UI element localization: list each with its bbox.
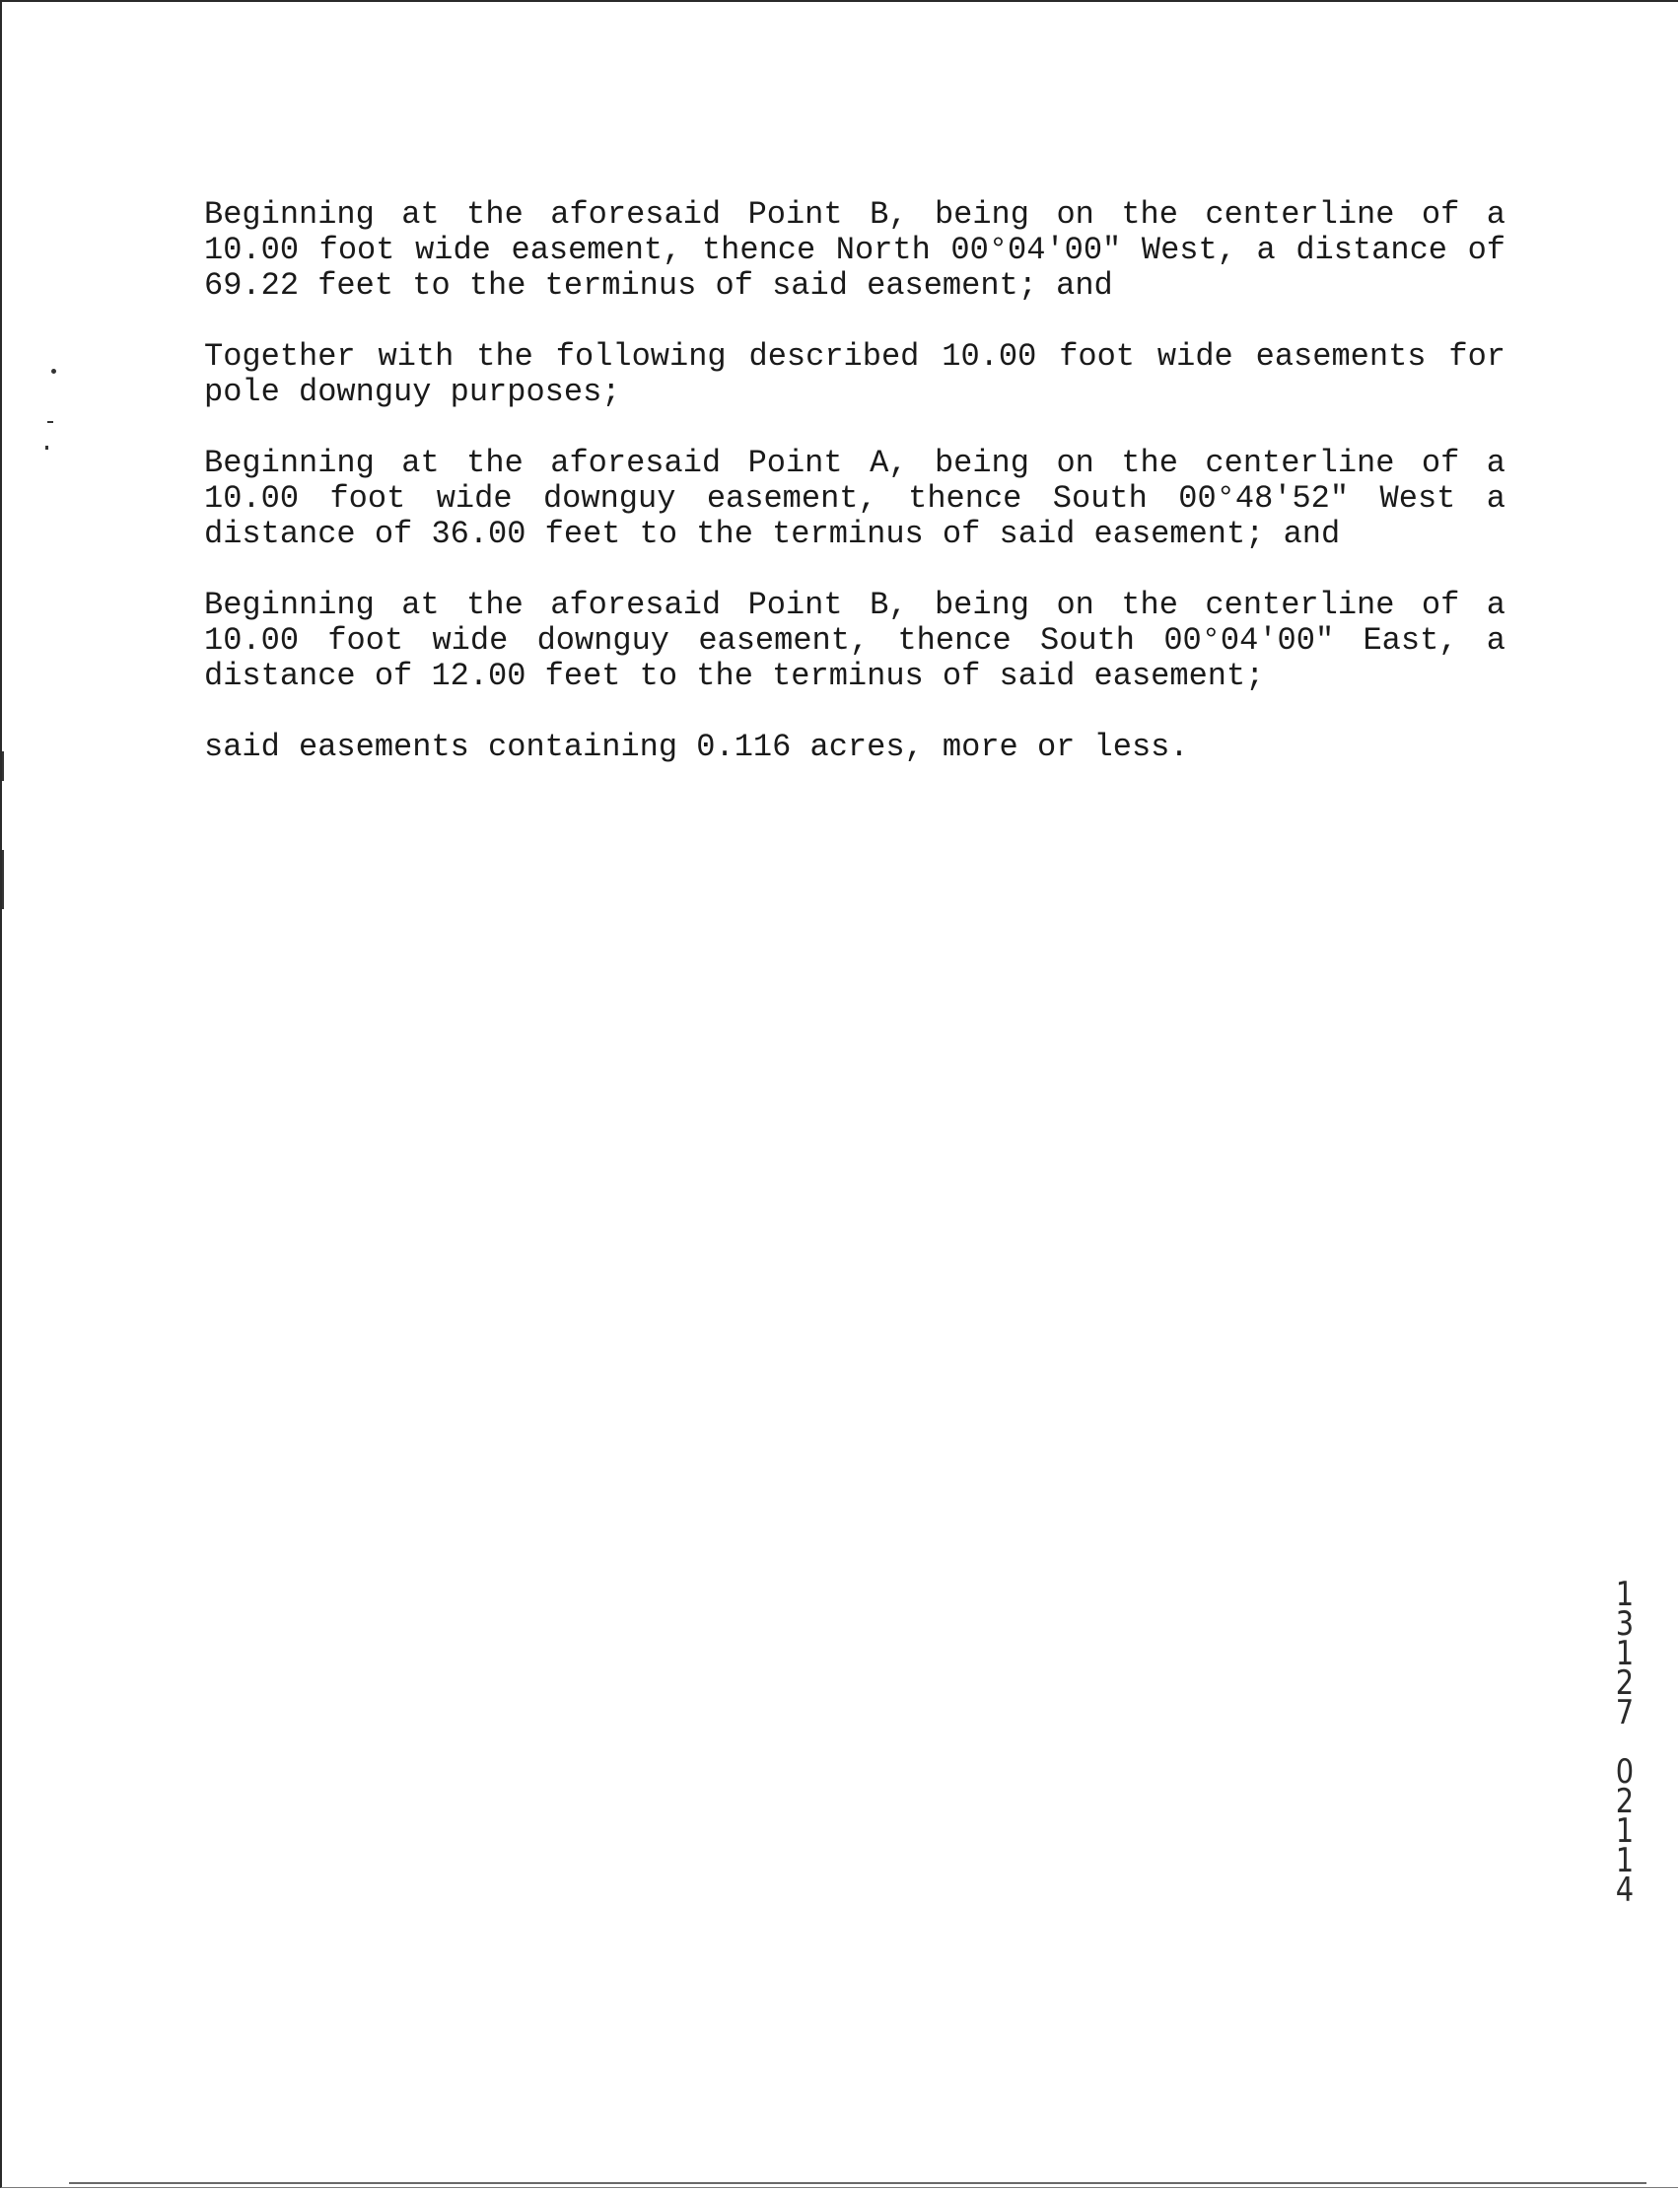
stamp-digit: 2 [1615,1663,1635,1703]
stamp-digit: 1 [1615,1634,1635,1673]
scan-speck [51,369,56,374]
scan-speck [47,421,53,423]
scan-speck [45,446,48,450]
stamp-digit: 1 [1615,1575,1635,1614]
paragraph-point-b-easement: Beginning at the aforesaid Point B, being on the centerline of a 10.00 foot wide easement, thence North 00°04'00" West, a distance of 69.22 feet to the terminus of said easement; and [204,196,1505,304]
stamp-digit: 2 [1615,1782,1635,1821]
stamp-digit: 7 [1615,1693,1635,1732]
paragraph-acreage: said easements containing 0.116 acres, more or less. [204,729,1189,765]
stamp-digit: 3 [1615,1604,1635,1644]
paragraph-point-a-downguy: Beginning at the aforesaid Point A, being on the centerline of a 10.00 foot wide downguy easement, thence South 00°48'52" West a distance of 36.00 feet to the terminus of said easement; and [204,445,1505,552]
paragraph-downguy-intro: Together with the following described 10.00 foot wide easements for pole downguy purposes; [204,338,1505,410]
recording-stamp [1605,1575,1645,1910]
stamp-digit: 0 [1615,1752,1635,1792]
scan-speck [2,850,4,909]
paragraph-point-b-downguy: Beginning at the aforesaid Point B, being on the centerline of a 10.00 foot wide downguy easement, thence South 00°04'00" East, a distance of 12.00 feet to the terminus of said easement; [204,587,1505,694]
stamp-digit: 4 [1615,1871,1635,1910]
scan-speck [2,751,4,781]
scan-border-line [69,2182,1646,2184]
legal-description [204,197,1505,801]
stamp-digit: 1 [1615,1841,1635,1880]
stamp-digit: 1 [1615,1811,1635,1851]
